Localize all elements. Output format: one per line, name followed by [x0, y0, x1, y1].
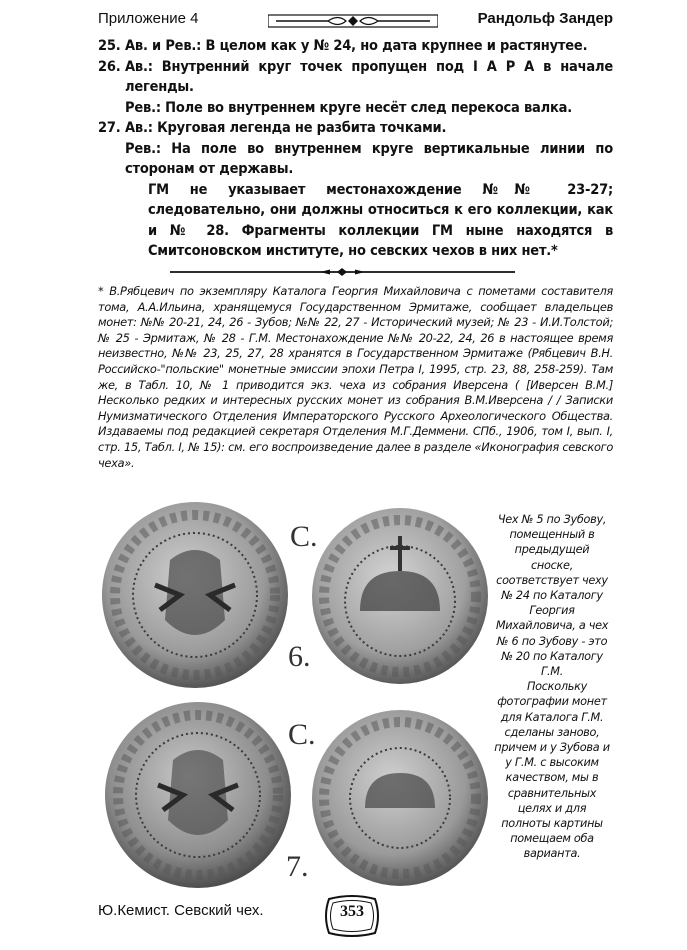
- entry-text: ГМ не указывает местонахождение №№ 23-27; следовательно, они должны относиться к его коллекции, как и № 28. Фрагменты коллекции ГМ ныне находятся в Смитсоновском институте, но севских чехов в них нет.*: [148, 181, 613, 259]
- header-author: Рандольф Зандер: [477, 10, 613, 27]
- entry-number: 25.: [98, 38, 121, 54]
- gm-note: [98, 180, 613, 262]
- footer-book-title: Ю.Кемист. Севский чех.: [98, 902, 264, 919]
- section-divider: [170, 268, 515, 276]
- header-section-title: Приложение 4: [98, 10, 199, 27]
- entry-25: [98, 36, 613, 57]
- entry-text: Рев.: На поле во внутреннем круге вертикальные линии по сторонам от державы.: [125, 140, 613, 177]
- footnote: * В.Рябцевич по экземпляру Каталога Георгия Михайловича с пометами составителя тома, А.А.Ильина, хранящемуся Государственном Эрмитаже, сообщает владельцев монет: №№ 20-21, 24, 26 - Зубов; №№ 22, 27 - Исторический музей; № 23 - И.И.Толстой; № 25 - Эрмитаж, № 28 - Г.М. Местонахождение №№ 20-22, 24, 26 в настоящее время неизвестно, №№ 23, 25, 27, 28 хранятся в Государственном Эрмитаже (Рябцевич В.Н. Российско-"польские" монетные эмиссии эпохи Петра I, 1995, стр. 23, 88, 258-259). Там же, в Табл. 10, № 1 приводится экз. чеха из собрания Иверсена ( [Иверсен В.М.] Несколько редких и интересных русских монет из собрания В.М.Иверсена / / Записки Нумизматического Отделения Императорского Русского Археологического Общества. Издаваемы под редакцией секретаря Отделения М.Г.Деммени. СПб., 1906, том I, вып. I, стр. 15, Табл. I, № 15): см. его воспроизведение далее в разделе «Иконография севского чеха».: [98, 284, 613, 470]
- entry-text: Ав.: Внутренний круг точек пропущен под І А Р А в начале легенды.: [125, 58, 613, 95]
- entry-27-reverse: [98, 139, 613, 180]
- coin-7-reverse: [310, 708, 490, 888]
- photo-label-c-2: С.: [288, 718, 316, 751]
- side-note-paragraph-2: Поскольку фотографии монет для Каталога Г.М. сделаны заново, причем и у Зубова и у Г.М. с высоким качеством, мы в сравнительных целях и для полноты картины помещаем оба варианта.: [494, 680, 610, 861]
- photo-label-c-1: С.: [290, 520, 318, 553]
- side-note-paragraph-1: Чех № 5 по Зубову, помещенный в предыдущей сноске, соответствует чеху № 24 по Каталогу Георгия Михайловича, а чех № 6 по Зубову - это № 20 по Каталогу Г.М.: [495, 513, 609, 679]
- coin-7-obverse: [103, 700, 293, 890]
- coin-6-reverse: [310, 506, 490, 686]
- photo-label-7: 7.: [286, 850, 309, 883]
- page-header: [98, 10, 613, 32]
- coin-6-obverse: [100, 500, 290, 690]
- coin-photographs: [98, 500, 488, 890]
- entry-number: 26.: [98, 58, 121, 75]
- entry-26-obverse: [98, 57, 613, 98]
- entry-text: Ав.: Круговая легенда не разбита точками.: [125, 120, 447, 136]
- main-text: [98, 36, 613, 262]
- side-note: [493, 512, 611, 862]
- entry-text: Рев.: Поле во внутреннем круге несёт след перекоса валка.: [125, 99, 572, 116]
- entry-number: 27.: [98, 120, 121, 136]
- photo-label-6: 6.: [288, 640, 311, 673]
- entry-26-reverse: [98, 98, 613, 119]
- entry-27-obverse: [98, 118, 613, 139]
- page-number-badge: [323, 895, 381, 937]
- entry-text: Ав. и Рев.: В целом как у № 24, но дата крупнее и растянутее.: [125, 38, 588, 54]
- header-ornament: [268, 13, 438, 29]
- page-number: 353: [340, 903, 364, 920]
